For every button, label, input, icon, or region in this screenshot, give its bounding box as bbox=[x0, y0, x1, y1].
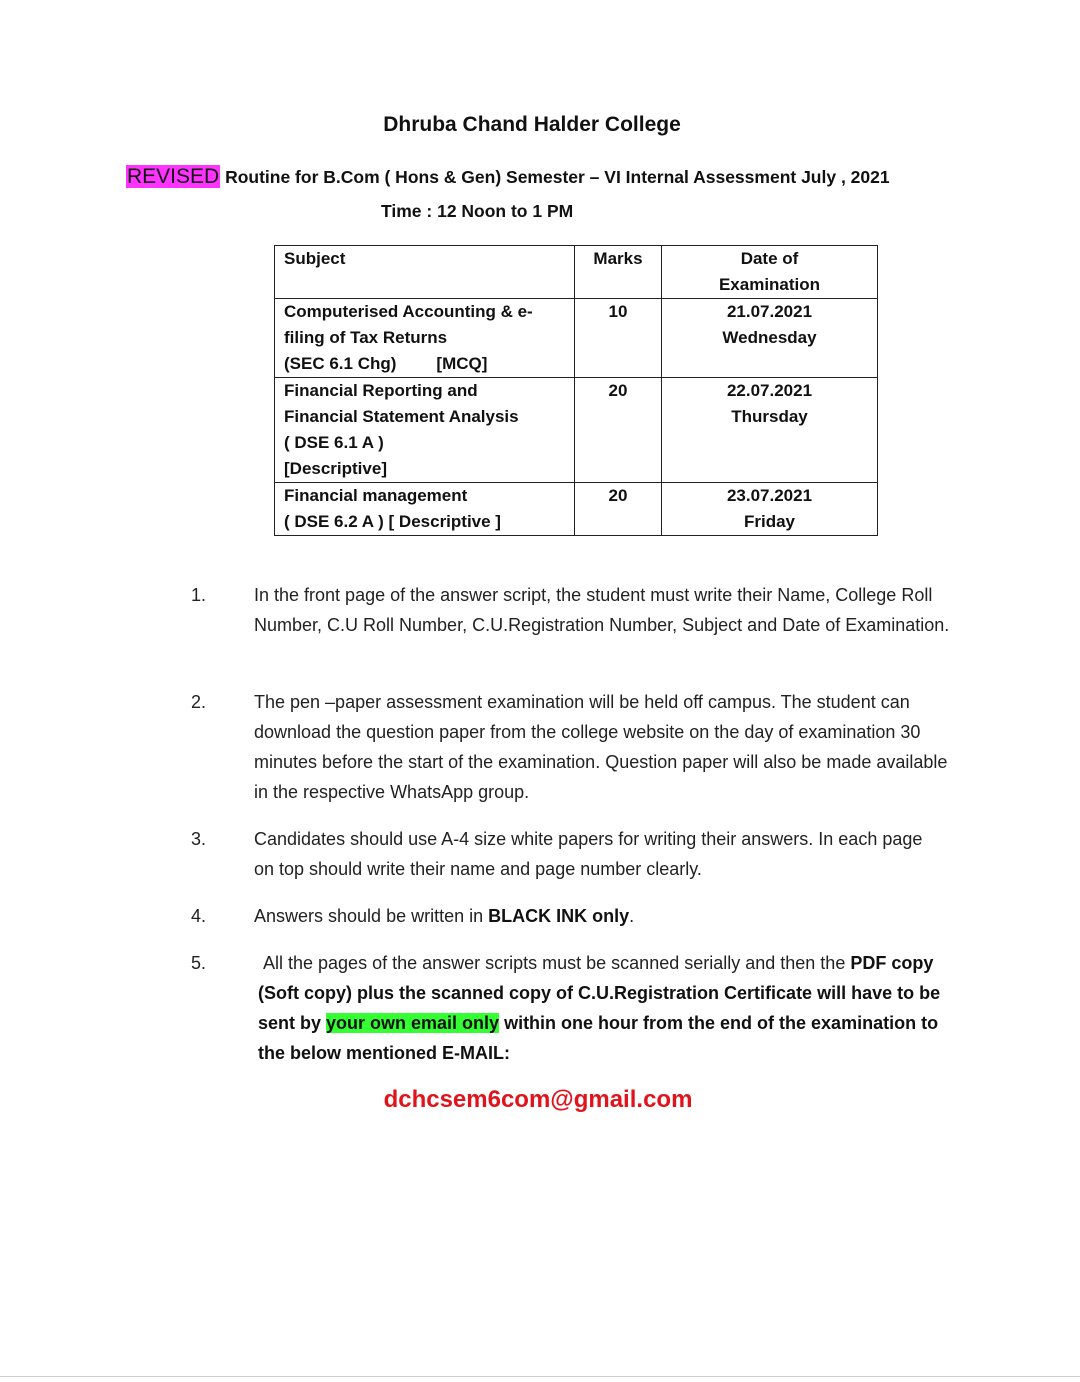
routine-heading bbox=[126, 165, 890, 189]
table-row bbox=[275, 378, 878, 483]
instruction-number: 2. bbox=[191, 692, 207, 712]
instruction-bold: BLACK INK only bbox=[488, 906, 630, 926]
marks-cell: 20 bbox=[575, 483, 662, 536]
subject-cell bbox=[275, 299, 575, 378]
routine-table bbox=[274, 245, 878, 536]
marks-cell: 10 bbox=[575, 299, 662, 378]
instruction-text bbox=[258, 948, 958, 1068]
exam-date: 23.07.2021 bbox=[726, 486, 813, 505]
revised-tag: REVISED bbox=[127, 165, 220, 188]
instruction-bold: PDF copy (Soft copy) plus the scanned copy of C.U.Registration Certificate will have to be sent by bbox=[258, 953, 941, 1033]
subject-line: filing of Tax Returns bbox=[284, 328, 448, 347]
submission-email: dchcsem6com@gmail.com bbox=[383, 1086, 693, 1113]
date-cell bbox=[662, 483, 878, 536]
exam-date: 21.07.2021 bbox=[726, 302, 813, 321]
instruction-number: 1. bbox=[191, 585, 207, 605]
marks-cell: 20 bbox=[575, 378, 662, 483]
instruction-text-part: All the pages of the answer scripts must be scanned serially and then the bbox=[263, 953, 851, 973]
subject-line bbox=[284, 351, 565, 377]
routine-title: Routine for B.Com ( Hons & Gen) Semester – VI Internal Assessment July , 2021 bbox=[220, 167, 890, 187]
header-date-line1: Date of bbox=[740, 249, 799, 268]
instruction-text: Candidates should use A-4 size white papers for writing their answers. In each page on top should write their name and page number clearly. bbox=[254, 829, 923, 879]
instruction-text-part: . bbox=[629, 906, 635, 926]
header-date-line2: Examination bbox=[718, 275, 821, 294]
instruction-number: 3. bbox=[191, 829, 207, 849]
subject-cell bbox=[275, 483, 575, 536]
subject-line: Financial management bbox=[284, 486, 468, 505]
subject-line: [Descriptive] bbox=[284, 459, 387, 478]
subject-line: Financial Statement Analysis bbox=[284, 407, 519, 426]
instruction-highlight: your own email only bbox=[326, 1013, 500, 1033]
exam-day: Thursday bbox=[731, 407, 808, 426]
header-date bbox=[662, 246, 878, 299]
exam-day: Wednesday bbox=[722, 328, 817, 347]
exam-day: Friday bbox=[743, 512, 796, 531]
table-header-row bbox=[275, 246, 878, 299]
page-bottom-divider bbox=[0, 1376, 1080, 1377]
subject-code: (SEC 6.1 Chg) bbox=[284, 354, 397, 373]
subject-line: Computerised Accounting & e- bbox=[284, 302, 533, 321]
instruction-text: The pen –paper assessment examination will be held off campus. The student can download the question paper from the college website on the day of examination 30 minutes before the start of the examination. Question paper will also be made available in the respective WhatsApp group. bbox=[254, 692, 948, 802]
subject-type: [MCQ] bbox=[436, 354, 488, 373]
subject-line: ( DSE 6.2 A ) [ Descriptive ] bbox=[284, 512, 501, 531]
header-subject: Subject bbox=[275, 246, 575, 299]
exam-date: 22.07.2021 bbox=[726, 381, 813, 400]
table-row bbox=[275, 299, 878, 378]
subject-line: ( DSE 6.1 A ) bbox=[284, 433, 384, 452]
instruction-text bbox=[254, 901, 964, 931]
date-cell bbox=[662, 299, 878, 378]
subject-line: Financial Reporting and bbox=[284, 381, 478, 400]
subject-cell bbox=[275, 378, 575, 483]
table-row bbox=[275, 483, 878, 536]
header-marks: Marks bbox=[575, 246, 662, 299]
college-title: Dhruba Chand Halder College bbox=[383, 113, 681, 136]
instruction-text: In the front page of the answer script, the student must write their Name, College Roll Number, C.U Roll Number, C.U.Registration Number, Subject and Date of Examination. bbox=[254, 585, 950, 635]
exam-time: Time : 12 Noon to 1 PM bbox=[381, 201, 574, 221]
instruction-text-part: Answers should be written in bbox=[254, 906, 489, 926]
instruction-number: 4. bbox=[191, 906, 207, 926]
date-cell bbox=[662, 378, 878, 483]
instruction-bold: within one hour from the end of the examination to the below mentioned E-MAIL: bbox=[258, 1013, 939, 1063]
instruction-number: 5. bbox=[191, 953, 207, 973]
